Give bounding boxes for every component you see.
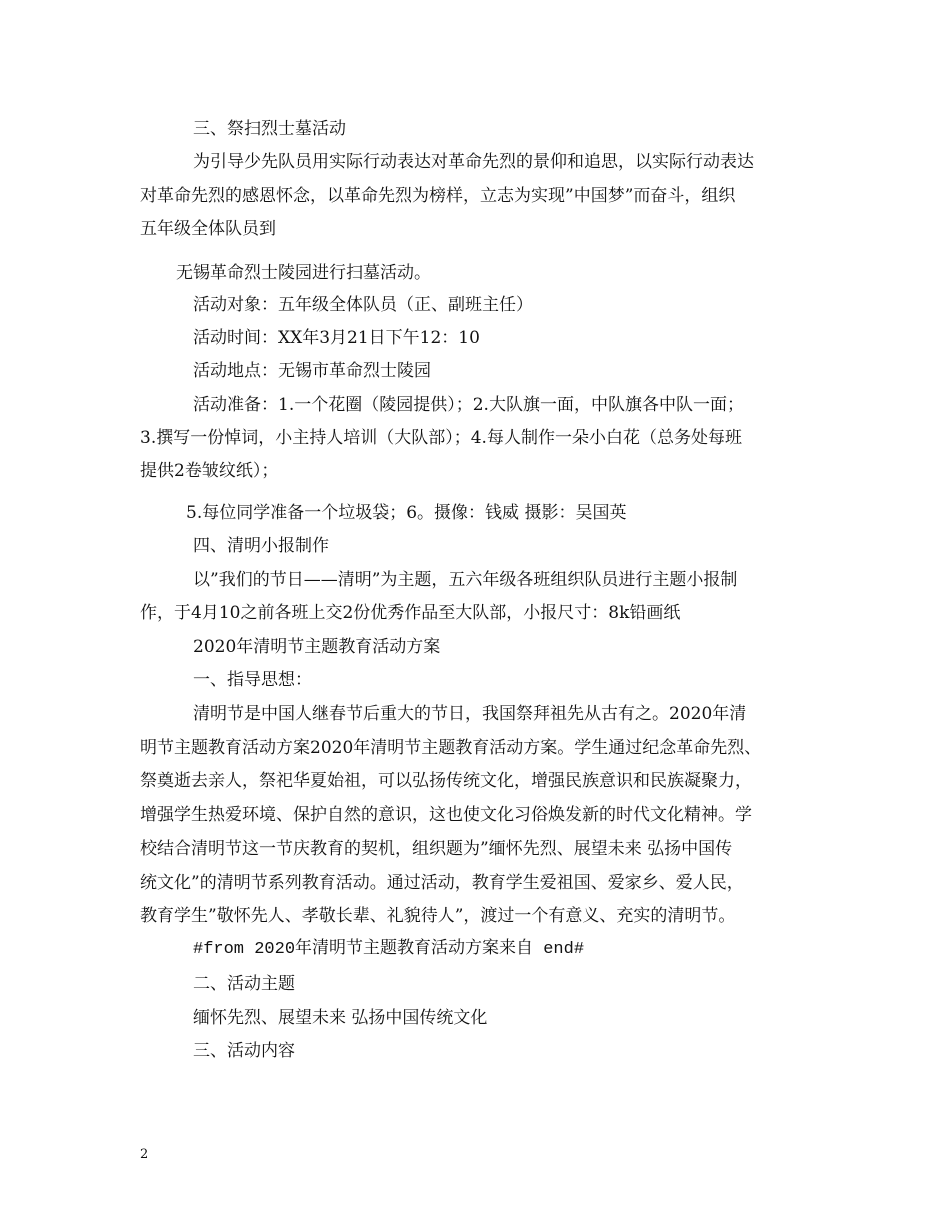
paragraph-line: 3.撰写一份悼词，小主持人培训（大队部）；4.每人制作一朵小白花（总务处每班 xyxy=(140,428,742,448)
paragraph-line: 作，于4月10之前各班上交2份优秀作品至大队部，小报尺寸：8k铅画纸 xyxy=(140,603,681,623)
paragraph-line: 统文化”的清明节系列教育活动。通过活动，教育学生爱祖国、爱家乡、爱人民， xyxy=(140,873,744,893)
paragraph-line: 活动时间：XX年3月21日下午12：10 xyxy=(193,328,480,348)
document-title: 2020年清明节主题教育活动方案 xyxy=(193,637,441,657)
paragraph-line: 为引导少先队员用实际行动表达对革命先烈的景仰和追思，以实际行动表达 xyxy=(193,152,754,172)
paragraph-line: 缅怀先烈、展望未来 弘扬中国传统文化 xyxy=(193,1008,488,1028)
paragraph-line: 活动准备：1.一个花圈（陵园提供）；2.大队旗一面，中队旗各中队一面； xyxy=(193,395,744,415)
section-heading: 三、活动内容 xyxy=(193,1041,295,1061)
section-heading: 二、活动主题 xyxy=(193,974,295,994)
paragraph-line: 对革命先烈的感恩怀念，以革命先烈为榜样，立志为实现”中国梦”而奋斗，组织 xyxy=(140,186,736,206)
paragraph-line: 教育学生”敬怀先人、孝敬长辈、礼貌待人”，渡过一个有意义、充实的清明节。 xyxy=(140,906,736,926)
paragraph-line: 清明节是中国人继春节后重大的节日，我国祭拜祖先从古有之。2020年清 xyxy=(193,704,747,724)
paragraph-line: 祭奠逝去亲人，祭祀华夏始祖，可以弘扬传统文化，增强民族意识和民族凝聚力， xyxy=(140,771,752,791)
paragraph-line: 提供2卷皱纹纸）； xyxy=(140,461,279,481)
paragraph-line: 以”我们的节日——清明”为主题，五六年级各班组织队员进行主题小报制 xyxy=(193,570,738,590)
section-heading: 三、祭扫烈士墓活动 xyxy=(193,119,346,139)
paragraph-line: 增强学生热爱环境、保护自然的意识，这也使文化习俗焕发新的时代文化精神。学 xyxy=(140,805,752,825)
page-number: 2 xyxy=(140,1147,149,1162)
paragraph-line: 校结合清明节这一节庆教育的契机，组织题为”缅怀先烈、展望未来 弘扬中国传 xyxy=(140,839,733,859)
section-heading: 四、清明小报制作 xyxy=(193,536,329,556)
paragraph-line: 活动对象：五年级全体队员（正、副班主任） xyxy=(193,295,533,315)
source-marker: #from 2020年清明节主题教育活动方案来自 end# xyxy=(193,940,585,959)
paragraph-line: 5.每位同学准备一个垃圾袋；6。摄像：钱威 摄影：吴国英 xyxy=(186,503,627,523)
paragraph-line: 活动地点：无锡市革命烈士陵园 xyxy=(193,361,431,381)
section-heading: 一、指导思想： xyxy=(193,670,312,690)
paragraph-line: 五年级全体队员到 xyxy=(140,219,276,239)
paragraph-line: 无锡革命烈士陵园进行扫墓活动。 xyxy=(176,263,431,283)
paragraph-line: 明节主题教育活动方案2020年清明节主题教育活动方案。学生通过纪念革命先烈、 xyxy=(140,738,762,758)
